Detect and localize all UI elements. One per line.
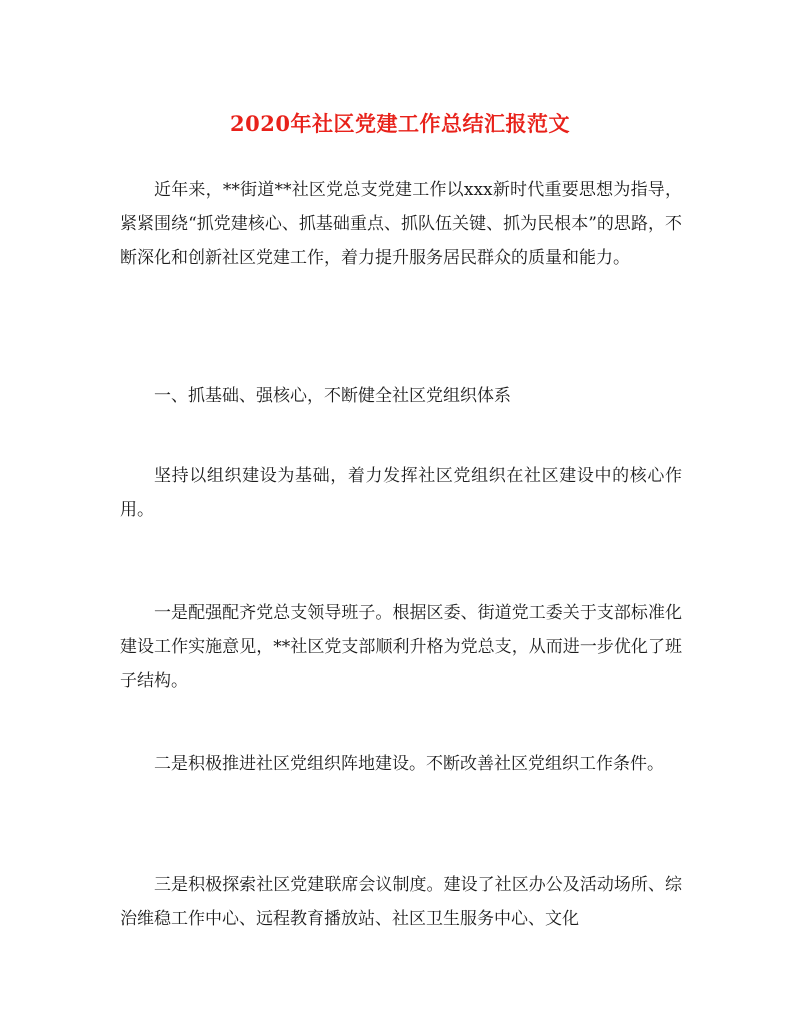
section-heading-1: 一、抓基础、强核心，不断健全社区党组织体系 <box>154 386 511 406</box>
section-1-intro-paragraph: 坚持以组织建设为基础，着力发挥社区党组织在社区建设中的核心作用。 <box>120 466 682 520</box>
intro-paragraph: 近年来，**街道**社区党总支党建工作以xxx新时代重要思想为指导，紧紧围绕“抓党建核心、抓基础重点、抓队伍关键、抓为民根本”的思路，不断深化和创新社区党建工作，着力提升服务居民群众的质量和能力。 <box>120 180 682 268</box>
point-1-paragraph: 一是配强配齐党总支领导班子。根据区委、街道党工委关于支部标准化建设工作实施意见，**社区党支部顺利升格为党总支，从而进一步优化了班子结构。 <box>120 603 682 691</box>
point-2-paragraph: 二是积极推进社区党组织阵地建设。不断改善社区党组织工作条件。 <box>154 754 664 774</box>
point-3-paragraph: 三是积极探索社区党建联席会议制度。建设了社区办公及活动场所、综治维稳工作中心、远程教育播放站、社区卫生服务中心、文化 <box>120 875 682 929</box>
document-title: 2020年社区党建工作总结汇报范文 <box>230 111 570 136</box>
